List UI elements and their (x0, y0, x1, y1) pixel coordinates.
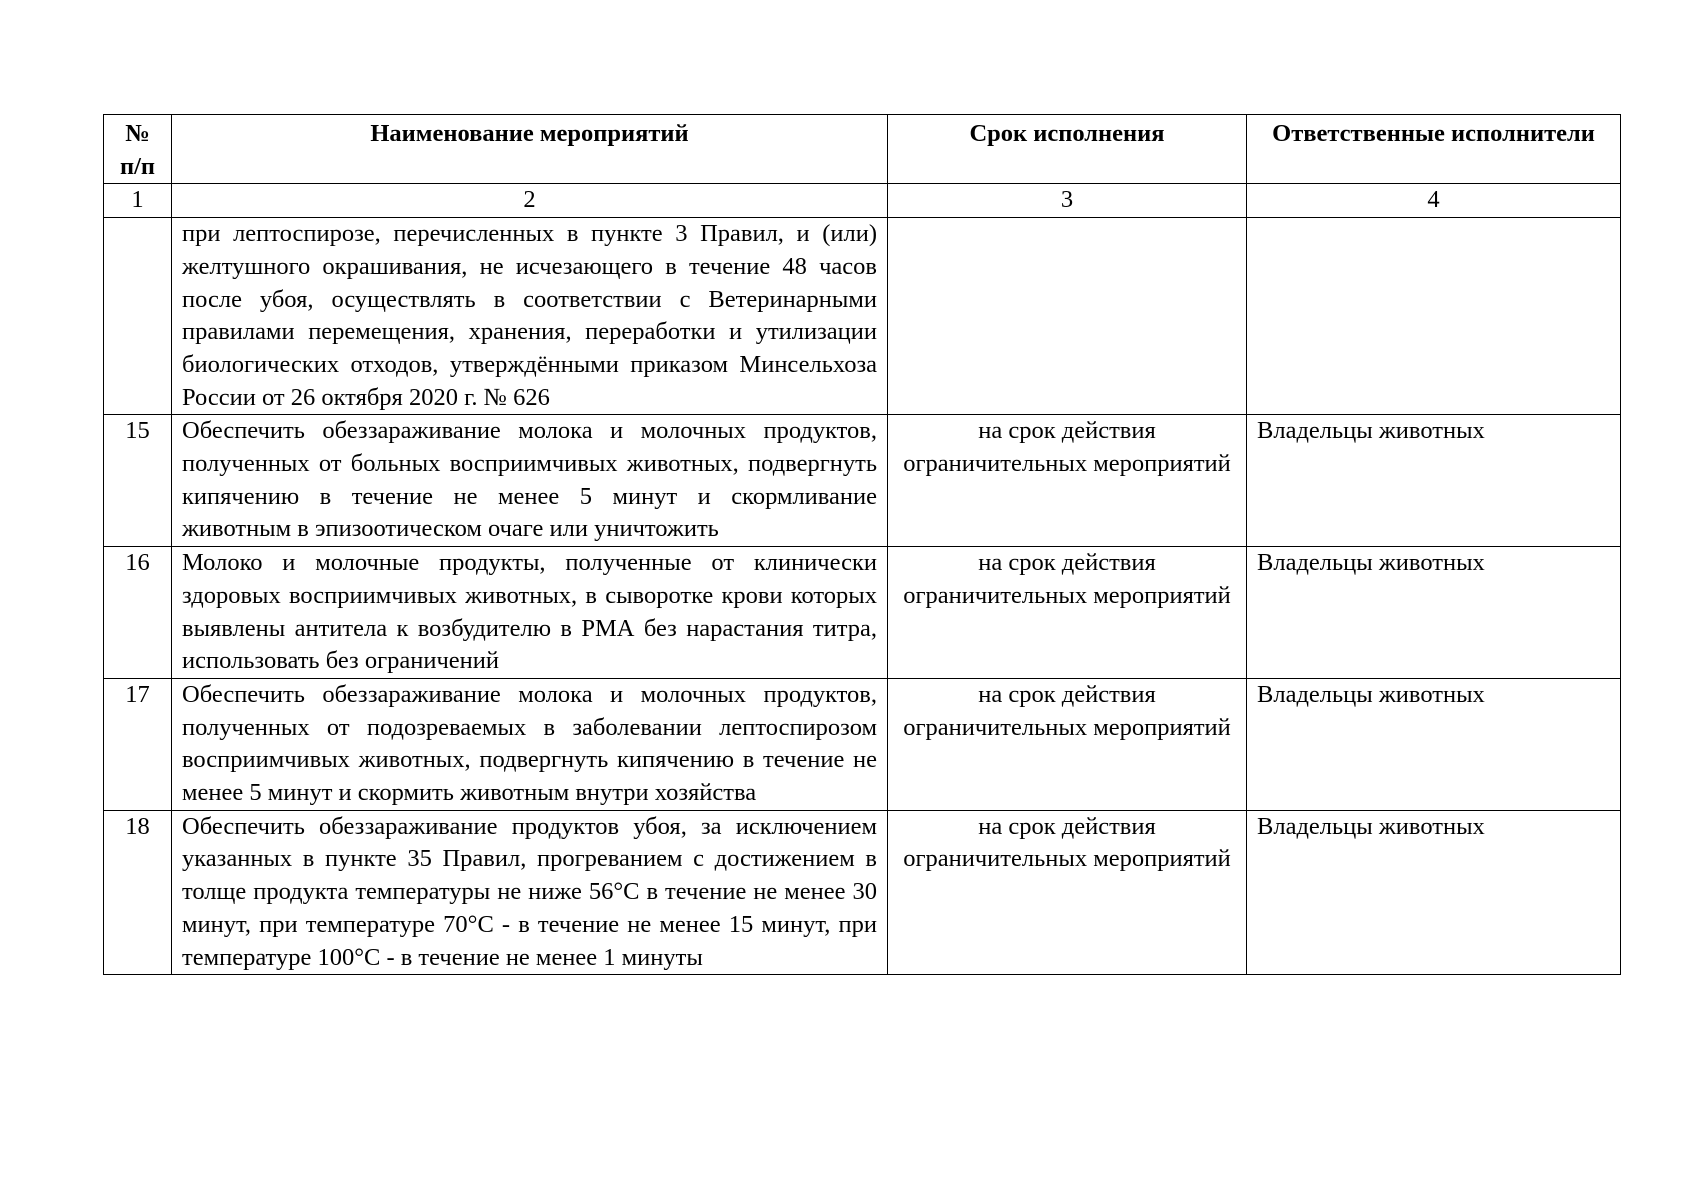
column-number: 2 (172, 184, 888, 218)
column-number-row (104, 184, 1621, 218)
measure-term: на срок действия ограничительных мероприятий (888, 547, 1247, 679)
header-resp: Ответственные исполнители (1247, 115, 1621, 184)
measure-name: Обеспечить обеззараживание молока и молочных продуктов, полученных от подозреваемых в заболевании лептоспирозом восприимчивых животных, подвергнуть кипячению в течение не менее 5 минут и скормить животным внутри хозяйства (172, 678, 888, 810)
measure-responsible: Владельцы животных (1247, 415, 1621, 547)
measure-name: Обеспечить обеззараживание продуктов убоя, за исключением указанных в пункте 35 Правил, прогреванием с достижением в толще продукта температуры не ниже 56°С в течение не менее 30 минут, при температуре 70°С - в течение не менее 15 минут, при температуре 100°С - в течение не менее 1 минуты (172, 810, 888, 975)
measure-term: на срок действия ограничительных мероприятий (888, 810, 1247, 975)
table-row (104, 678, 1621, 810)
header-term: Срок исполнения (888, 115, 1247, 184)
column-number: 3 (888, 184, 1247, 218)
measure-responsible: Владельцы животных (1247, 678, 1621, 810)
column-number: 4 (1247, 184, 1621, 218)
measure-responsible: Владельцы животных (1247, 810, 1621, 975)
measure-name: Молоко и молочные продукты, полученные от клинически здоровых восприимчивых животных, в сыворотке крови которых выявлены антитела к возбудителю в РМА без нарастания титра, использовать без ограничений (172, 547, 888, 679)
measure-name: при лептоспирозе, перечисленных в пункте 3 Правил, и (или) желтушного окрашивания, не исчезающего в течение 48 часов после убоя, осуществлять в соответствии с Ветеринарными правилами перемещения, хранения, переработки и утилизации биологических отходов, утверждёнными приказом Минсельхоза России от 26 октября 2020 г. № 626 (172, 218, 888, 415)
row-number: 17 (104, 678, 172, 810)
measure-term: на срок действия ограничительных мероприятий (888, 678, 1247, 810)
row-number: 18 (104, 810, 172, 975)
row-number: 15 (104, 415, 172, 547)
table-row (104, 218, 1621, 415)
table-row (104, 810, 1621, 975)
table-row (104, 415, 1621, 547)
measure-responsible (1247, 218, 1621, 415)
row-number (104, 218, 172, 415)
row-number: 16 (104, 547, 172, 679)
header-name: Наименование мероприятий (172, 115, 888, 184)
table-header-row (104, 115, 1621, 184)
measure-name: Обеспечить обеззараживание молока и молочных продуктов, полученных от больных восприимчивых животных, подвергнуть кипячению в течение не менее 5 минут и скормливание животным в эпизоотическом очаге или уничтожить (172, 415, 888, 547)
measure-term (888, 218, 1247, 415)
measures-table (103, 114, 1621, 975)
measure-responsible: Владельцы животных (1247, 547, 1621, 679)
column-number: 1 (104, 184, 172, 218)
header-num: № п/п (104, 115, 172, 184)
table-row (104, 547, 1621, 679)
measure-term: на срок действия ограничительных мероприятий (888, 415, 1247, 547)
